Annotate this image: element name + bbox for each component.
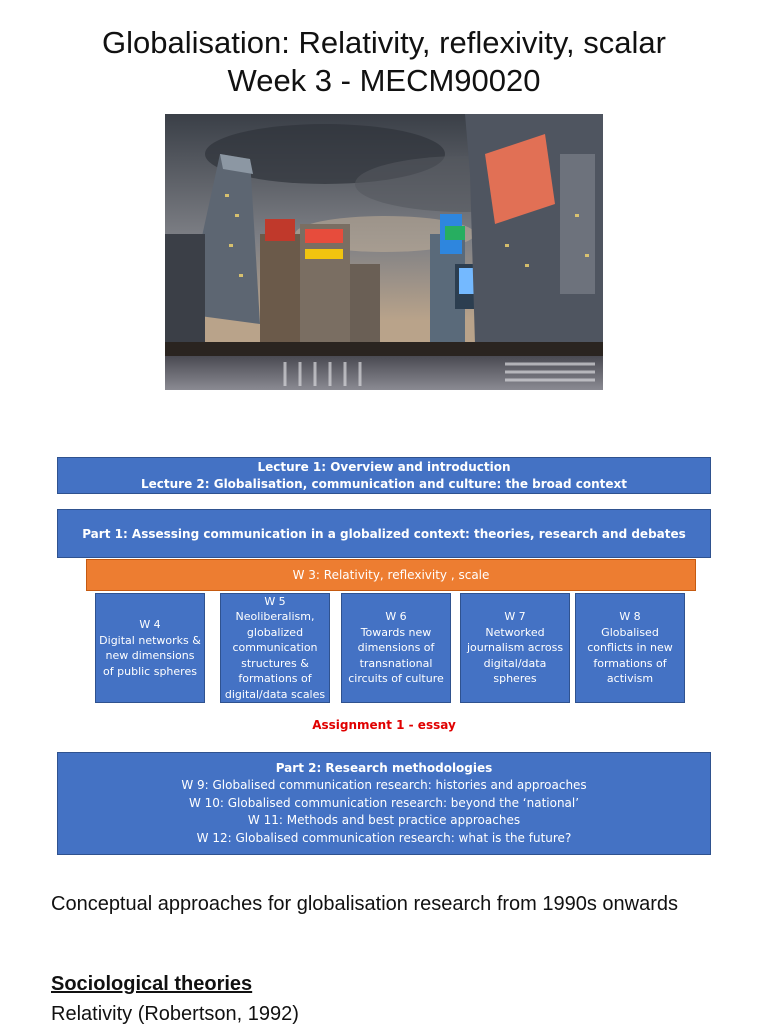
relativity-item: Relativity (Robertson, 1992) xyxy=(51,1003,299,1025)
title-line-1: Globalisation: Relativity, reflexivity, scalar xyxy=(102,25,666,60)
concept-paragraph: Conceptual approaches for globalisation research from 1990s onwards xyxy=(51,893,679,915)
week5-box xyxy=(220,593,330,703)
week4-label: W 4 xyxy=(139,618,161,631)
part2-item-w9: W 9: Globalised communication research: histories and approaches xyxy=(181,778,587,793)
week5-label: W 5 xyxy=(264,594,286,608)
lecture-2-label: Lecture 2: Globalisation, communication and culture: the broad context xyxy=(140,477,628,491)
city-photo xyxy=(165,114,603,390)
part2-item-w11: W 11: Methods and best practice approaches xyxy=(247,813,521,828)
lectures-box xyxy=(57,457,711,494)
week7-text: Networked journalism across digital/data spheres xyxy=(466,625,564,686)
part1-label: Part 1: Assessing communication in a globalized context: theories, research and debates xyxy=(82,526,686,541)
week8-box xyxy=(575,593,685,703)
sociological-theories-heading: Sociological theories xyxy=(51,973,253,995)
title-line-2: Week 3 - MECM90020 xyxy=(227,63,541,98)
city-photo-illustration xyxy=(165,114,603,390)
part2-item-w10: W 10: Globalised communication research: beyond the ‘national’ xyxy=(188,795,580,810)
part2-box xyxy=(57,752,711,855)
week3-label: W 3: Relativity, reflexivity , scale xyxy=(292,568,490,582)
week6-box xyxy=(341,593,451,703)
part2-item-w12: W 12: Globalised communication research: what is the future? xyxy=(196,830,572,845)
page-title xyxy=(0,24,768,100)
week7-label: W 7 xyxy=(504,610,526,624)
week7-box xyxy=(460,593,570,703)
week5-text: Neoliberalism, globalized communication structures & formations of digital/data scales xyxy=(224,610,326,701)
week4-box xyxy=(95,593,205,703)
part2-heading: Part 2: Research methodologies xyxy=(275,760,493,775)
week6-text: Towards new dimensions of transnational circuits of culture xyxy=(348,625,444,686)
assignment-label: Assignment 1 - essay xyxy=(312,718,456,732)
week3-box xyxy=(86,559,696,591)
week8-label: W 8 xyxy=(619,610,641,624)
lecture-1-label: Lecture 1: Overview and introduction xyxy=(257,460,511,474)
week8-text: Globalised conflicts in new formations of activism xyxy=(587,625,673,686)
part1-box xyxy=(57,509,711,558)
week6-label: W 6 xyxy=(385,610,407,624)
week4-text: Digital networks & new dimensions of public spheres xyxy=(99,633,201,678)
